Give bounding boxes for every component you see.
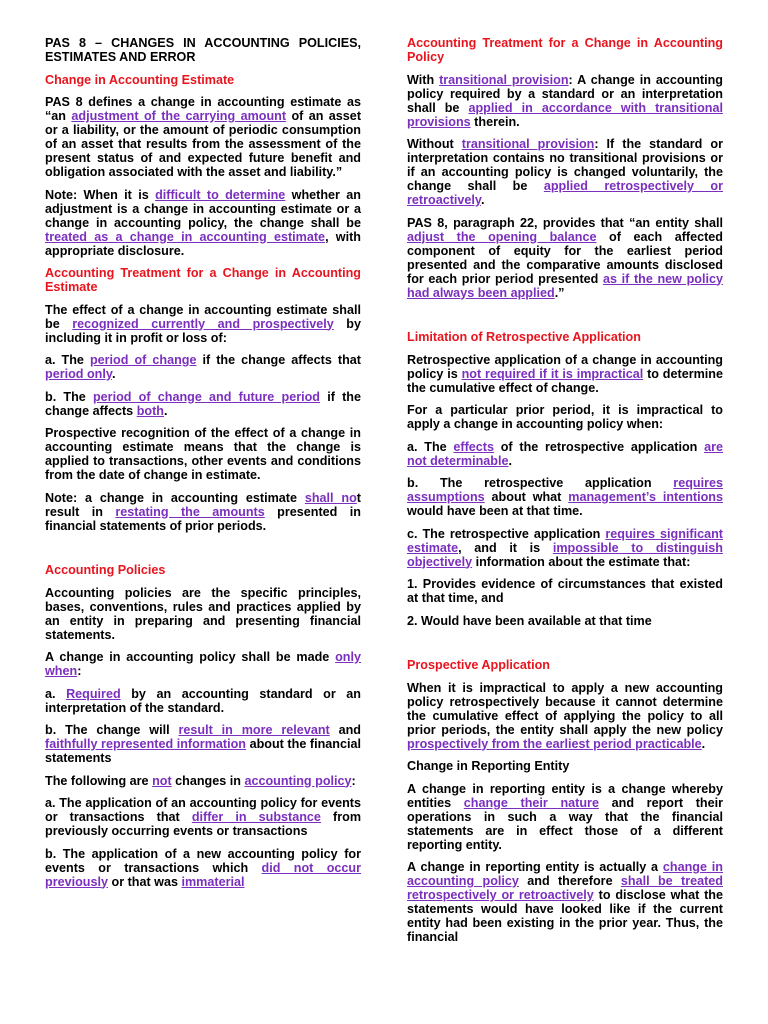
text-run: c. The retrospective application	[407, 526, 606, 541]
paragraph	[407, 403, 723, 431]
highlighted-term: shall no	[304, 490, 357, 505]
text-run: and therefore	[518, 874, 621, 888]
text-run: , and it is	[458, 540, 553, 555]
section-heading: Prospective Application	[407, 658, 550, 672]
text-run: .	[163, 403, 168, 418]
text-run: A change in accounting policy shall be made	[45, 650, 336, 664]
paragraph	[45, 586, 361, 642]
paragraph	[45, 774, 361, 788]
text-run: Note: a change in accounting estimate	[45, 490, 305, 505]
paragraph	[45, 847, 361, 889]
highlighted-term: prospectively from the earliest period practicable	[407, 736, 702, 751]
highlighted-term: only when	[45, 650, 361, 678]
paragraph	[45, 650, 361, 678]
paragraph	[45, 303, 361, 345]
text-run: by an accounting standard or an interpretation of the standard.	[45, 686, 361, 715]
paragraph	[45, 723, 361, 765]
text-run: The effect of a change in accounting estimate shall be	[45, 302, 361, 331]
section-gap	[407, 308, 723, 330]
text-run: Change in Reporting Entity	[407, 759, 570, 773]
highlighted-term: requires assumptions	[407, 476, 723, 504]
section-heading: Change in Accounting Estimate	[45, 72, 235, 87]
section-heading: Accounting Treatment for a Change in Accounting Estimate	[45, 266, 361, 294]
text-run: about what	[484, 490, 569, 504]
text-run: When it is impractical to apply a new accounting policy retrospectively because it cannot determine the cumulative effect of applying the policy to all prior periods, the entity shall apply the new policy	[407, 680, 723, 737]
text-run: presented in financial statements of prior periods.	[45, 504, 361, 533]
paragraph	[45, 95, 361, 179]
text-run: Prospective recognition of the effect of a change in accounting estimate means that the change is applied to transactions, other events and conditions from the date of change in estimate.	[45, 426, 361, 482]
text-run: .”	[554, 285, 565, 300]
text-run: a.	[45, 686, 67, 701]
paragraph	[407, 73, 723, 129]
highlighted-term: both	[136, 403, 164, 418]
highlighted-term: change in accounting policy	[407, 860, 723, 888]
text-run: With	[407, 72, 440, 87]
highlighted-term: Required	[66, 686, 121, 701]
text-run: PAS 8 defines a change in accounting estimate as “an	[45, 95, 361, 123]
highlighted-term: change their nature	[463, 795, 599, 810]
section-gap	[45, 541, 361, 563]
text-run: .	[508, 453, 512, 468]
highlighted-term: difficult to determine	[155, 187, 286, 202]
highlighted-term: transitional provision	[439, 72, 569, 87]
paragraph	[45, 491, 361, 533]
text-run: .	[111, 367, 116, 381]
text-run: information about the estimate that:	[472, 554, 691, 569]
paragraph	[407, 476, 723, 518]
section-heading: Accounting Policies	[45, 563, 166, 577]
text-run: Accounting policies are the specific principles, bases, conventions, rules and practices applied by an entity in preparing and presenting financial statements.	[45, 585, 361, 642]
text-run: about the financial statements	[45, 737, 361, 765]
text-run: A change in reporting entity is actually a	[407, 860, 663, 874]
highlighted-term: period of change	[89, 353, 197, 367]
text-run: and report their operations in such a way that the financial statements are in effect those of a different reporting entity.	[407, 795, 724, 852]
text-run: : A change in accounting policy required by a standard or an interpretation shall be	[407, 72, 723, 115]
paragraph	[45, 426, 361, 482]
highlighted-term: requires significant estimate	[407, 526, 723, 555]
highlighted-term: adjust the opening balance	[407, 229, 597, 244]
highlighted-term: not	[152, 773, 172, 788]
section-heading: Limitation of Retrospective Application	[407, 330, 641, 344]
text-run: of each affected component of equity for the earliest period presented and the comparative amounts disclosed for each prior period presented	[407, 229, 723, 286]
paragraph	[45, 687, 361, 715]
highlighted-term: differ in substance	[191, 810, 321, 824]
paragraph	[45, 796, 361, 838]
paragraph	[407, 440, 723, 468]
paragraph	[45, 390, 361, 418]
text-run: changes in	[171, 773, 245, 788]
text-run: PAS 8, paragraph 22, provides that “an entity shall	[407, 215, 723, 230]
text-run: to disclose what the statements would have looked like if the current entity had been existing in the prior year. Thus, the financial	[407, 888, 723, 944]
highlighted-term: restating the amounts	[115, 504, 265, 519]
highlighted-term: transitional provision	[461, 137, 595, 151]
text-run: .	[480, 193, 485, 207]
left-column	[45, 36, 361, 897]
text-run: Note: When it is	[45, 187, 156, 202]
text-run: whether an adjustment is a change in accounting estimate or a change in accounting policy, the change shall be	[45, 187, 361, 230]
text-run: from previously occurring events or transactions	[45, 810, 362, 838]
paragraph	[407, 782, 723, 852]
paragraph	[45, 353, 361, 381]
text-run: For a particular prior period, it is impractical to apply a change in accounting policy when:	[407, 403, 723, 431]
text-run: a. The application of an accounting policy for events or transactions that	[45, 796, 361, 824]
paragraph	[407, 681, 723, 751]
highlighted-term: faithfully represented information	[45, 737, 246, 751]
paragraph	[407, 216, 723, 300]
highlighted-term: result in more relevant	[178, 723, 330, 737]
highlighted-term: not required if it is impractical	[461, 366, 644, 381]
text-run: .	[701, 736, 706, 751]
text-run: 2. Would have been available at that time	[407, 613, 652, 628]
highlighted-term: as if the new policy had always been applied	[407, 271, 723, 300]
text-run: therein.	[470, 114, 520, 129]
highlighted-term: applied retrospectively or retroactively	[407, 179, 723, 207]
text-run: of an asset or a liability, or the amount of periodic consumption of an asset that results from the assessment of the present status of and expected future benefit and obligation associated with the asset and liability.”	[45, 109, 362, 179]
text-run: 1. Provides evidence of circumstances that existed at that time, and	[407, 577, 723, 605]
text-run: , with appropriate disclosure.	[45, 229, 361, 258]
paragraph	[407, 614, 723, 628]
text-run: t result in	[45, 490, 361, 519]
highlighted-term: did not occur previously	[45, 860, 361, 889]
text-run: A change in reporting entity is a change whereby entities	[407, 781, 723, 810]
text-run: and	[329, 723, 361, 737]
text-run: b. The retrospective application	[407, 476, 674, 490]
highlighted-term: are not determinable	[407, 439, 723, 468]
highlighted-term: recognized currently and prospectively	[72, 316, 334, 331]
highlighted-term: adjustment of the carrying amount	[71, 109, 287, 123]
text-run: Without	[407, 137, 462, 151]
text-run: b. The application of a new accounting policy for events or transactions which	[45, 846, 361, 875]
highlighted-term: period only	[45, 367, 112, 381]
text-run: b. The	[45, 389, 93, 404]
highlighted-term: impossible to distinguish objectively	[407, 540, 723, 569]
highlighted-term: shall be treated retrospectively or retroactively	[407, 874, 723, 902]
highlighted-term: effects	[453, 439, 494, 454]
text-run: b. The change will	[45, 723, 179, 737]
text-run: a. The	[45, 353, 90, 367]
paragraph	[407, 759, 723, 773]
right-column	[407, 36, 723, 953]
paragraph	[407, 353, 723, 395]
highlighted-term: treated as a change in accounting estimate	[45, 229, 326, 244]
highlighted-term: applied in accordance with transitional provisions	[407, 100, 723, 129]
highlighted-term: accounting policy	[244, 773, 352, 788]
text-run: if the change affects	[45, 389, 361, 418]
paragraph	[407, 860, 723, 944]
paragraph	[45, 188, 361, 258]
text-run: or that was	[108, 874, 182, 889]
text-run: :	[351, 773, 356, 788]
text-run: The following are	[45, 773, 153, 788]
paragraph	[407, 577, 723, 605]
paragraph	[407, 137, 723, 207]
document-title: PAS 8 – CHANGES IN ACCOUNTING POLICIES, ESTIMATES AND ERROR	[45, 36, 361, 64]
highlighted-term: management’s intentions	[568, 490, 723, 504]
section-heading: Accounting Treatment for a Change in Accounting Policy	[407, 36, 723, 64]
text-run: Retrospective application of a change in accounting policy is	[407, 352, 723, 381]
highlighted-term: immaterial	[181, 874, 245, 889]
text-run: if the change affects that	[196, 353, 361, 367]
paragraph	[407, 527, 723, 569]
text-run: : If the standard or interpretation contains no transitional provisions or if an accounting policy is changed voluntarily, the change shall be	[407, 137, 723, 193]
text-run: a. The	[407, 439, 454, 454]
section-gap	[407, 636, 723, 658]
text-run: to determine the cumulative effect of change.	[407, 366, 723, 395]
text-run: :	[77, 664, 82, 678]
highlighted-term: period of change and future period	[92, 389, 320, 404]
text-run: of the retrospective application	[494, 439, 705, 454]
text-run: by including it in profit or loss of:	[45, 316, 361, 345]
text-run: would have been at that time.	[407, 504, 583, 518]
